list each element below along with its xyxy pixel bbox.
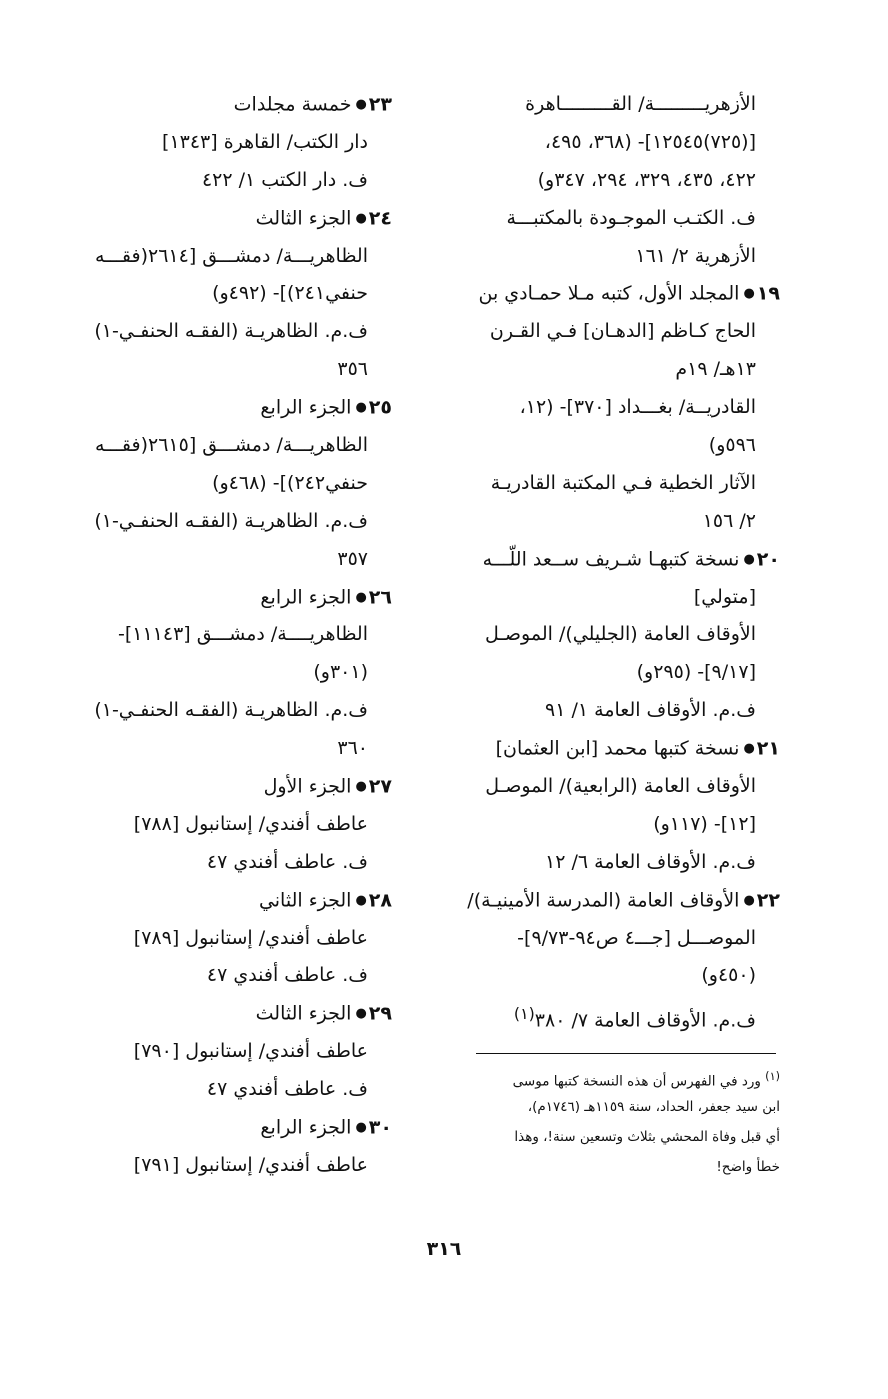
line-text: خمسة مجلدات	[233, 93, 352, 116]
entry-heading	[50, 579, 392, 617]
line-text: المجلد الأول، كتبه مـلا حمـادي بن	[478, 282, 740, 305]
bullet-icon: ●	[355, 210, 367, 226]
entry-line	[440, 238, 780, 276]
entry-line	[50, 503, 392, 541]
entry-line	[440, 503, 780, 541]
line-text: القادريــة/ بغـــداد [٣٧٠]- (١٢،	[519, 396, 756, 419]
entry-number: ٢٨	[368, 889, 392, 912]
line-text: عاطف أفندي/ إستانبول [٧٩٠]	[133, 1040, 368, 1063]
bullet-icon: ●	[355, 1006, 367, 1022]
entry-line	[50, 692, 392, 730]
entry-heading	[50, 995, 392, 1033]
entry-line	[440, 920, 780, 958]
left-column	[50, 86, 392, 1185]
bullet-icon: ●	[355, 1120, 367, 1136]
line-text: الأوقاف العامة (المدرسة الأمينيـة)/	[467, 889, 740, 912]
line-text: ف.م. الأوقاف العامة ٧/ ٣٨٠	[534, 1009, 756, 1032]
entry-line	[440, 313, 780, 351]
entry-line	[50, 654, 392, 692]
entry-line	[440, 616, 780, 654]
line-text: عاطف أفندي/ إستانبول [٧٨٩]	[133, 926, 368, 949]
entry-number: ٢٧	[368, 775, 392, 798]
entry-line	[50, 541, 392, 579]
entry-line	[50, 957, 392, 995]
line-text: الآثار الخطية فـي المكتبة القادريـة	[490, 471, 756, 494]
entry-line	[50, 124, 392, 162]
line-text: [(٧٢٥)١٢٥٤٥]- (٣٦٨، ٤٩٥،	[544, 130, 756, 153]
line-text: حنفي٢٤٢)]- (٤٦٨و)	[212, 471, 368, 494]
entry-line	[50, 1147, 392, 1185]
entry-heading	[50, 389, 392, 427]
line-text: ف.م. الظاهريـة (الفقـه الحنفـي-١)	[94, 699, 368, 722]
entry-line	[50, 162, 392, 200]
line-text: نسخة كتبهـا شـريف ســعد اللّـــه	[482, 548, 740, 571]
footnote-line: خطأ واضح!	[716, 1159, 780, 1175]
footnote-line: ابن سيد جعفر، الحداد، سنة ١١٥٩هـ (١٧٤٦م)،	[527, 1099, 780, 1115]
footnote-line: أي قبل وفاة المحشي بثلاث وتسعين سنة!، وهذا	[514, 1129, 780, 1145]
entry-line	[440, 768, 780, 806]
entry-heading	[50, 200, 392, 238]
entry-heading	[50, 882, 392, 920]
entry-line	[440, 200, 780, 238]
entry-heading	[440, 730, 780, 768]
bullet-icon: ●	[355, 400, 367, 416]
entry-number: ٢٠	[756, 548, 780, 571]
line-text: [٩/١٧]- (٢٩٥و)	[636, 661, 756, 684]
entry-line	[440, 806, 780, 844]
line-text: الجزء الرابع	[260, 586, 352, 609]
line-text: عاطف أفندي/ إستانبول [٧٨٨]	[133, 812, 368, 835]
footnote	[440, 1062, 780, 1182]
entry-line	[440, 86, 780, 124]
entry-line	[50, 730, 392, 768]
entry-line	[50, 313, 392, 351]
line-text: الأوقاف العامة (الجليلي)/ الموصـل	[484, 623, 756, 646]
entry-heading	[440, 275, 780, 313]
line-text: الجزء الثالث	[255, 207, 352, 230]
line-text: ٥٩٦و)	[708, 434, 756, 457]
line-text: عاطف أفندي/ إستانبول [٧٩١]	[133, 1153, 368, 1176]
line-text: الجزء الرابع	[260, 1116, 352, 1139]
entry-line	[50, 275, 392, 313]
footnote-divider	[476, 1053, 776, 1054]
entry-number: ٢٤	[368, 207, 392, 230]
line-text: ٢/ ١٥٦	[702, 509, 756, 532]
line-text: [متولي]	[693, 585, 756, 608]
line-text: الظاهريـــة/ دمشـــق [٢٦١٥(فقـــه	[95, 434, 368, 457]
line-text: ف. دار الكتب ١/ ٤٢٢	[201, 168, 368, 191]
line-text: ف.م. الأوقاف العامة ٦/ ١٢	[545, 850, 756, 873]
footnote-line: $^{(١)}$ ورد في الفهرس أن هذه النسخة كتبها موسى	[512, 1070, 780, 1090]
line-text: ٣٥٧	[337, 547, 368, 570]
line-text: (٣٠١و)	[313, 661, 368, 684]
entry-number: ٢٥	[368, 396, 392, 419]
entry-line	[50, 1033, 392, 1071]
entry-number: ٢١	[756, 737, 780, 760]
footnote-marker: (١)	[765, 1070, 780, 1083]
bullet-icon: ●	[355, 589, 367, 605]
line-text: ٣٦٠	[337, 737, 368, 760]
entry-number: ٢٢	[756, 889, 780, 912]
entry-line	[50, 806, 392, 844]
line-text: ف.م. الأوقاف العامة ١/ ٩١	[545, 699, 756, 722]
bullet-icon: ●	[355, 97, 367, 112]
line-text: ف.م. الظاهريـة (الفقـه الحنفـي-١)	[94, 509, 368, 532]
entry-line	[440, 389, 780, 427]
entry-line	[50, 238, 392, 276]
entry-line	[440, 351, 780, 389]
line-text: ١٣هـ/ ١٩م	[675, 358, 756, 381]
entry-heading	[50, 1109, 392, 1147]
line-text: الجزء الثاني	[258, 889, 352, 912]
line-text: الجزء الثالث	[255, 1002, 352, 1025]
entry-number: ٢٦	[368, 586, 392, 609]
entry-number: ٣٠	[368, 1116, 392, 1139]
line-text: نسخة كتبها محمد [ابن العثمان]	[495, 737, 740, 760]
bullet-icon: ●	[743, 286, 755, 302]
entry-line	[440, 427, 780, 465]
entry-line	[50, 351, 392, 389]
entry-line	[440, 162, 780, 200]
line-text: ٣٥٦	[337, 358, 368, 381]
bullet-icon: ●	[743, 892, 755, 908]
line-text: ف. الكتـب الموجـودة بالمكتبـــة	[506, 206, 756, 229]
bullet-icon: ●	[355, 779, 367, 795]
line-text: [١٢]- (١١٧و)	[653, 812, 756, 835]
line-text: الجزء الرابع	[260, 396, 352, 419]
footnote-reference: (١)	[513, 1004, 535, 1024]
entry-line	[50, 920, 392, 958]
entry-line	[50, 844, 392, 882]
entry-heading	[50, 86, 392, 124]
page-number: ٣١٦	[426, 1238, 462, 1260]
entry-number: ٢٣	[368, 93, 392, 116]
bullet-icon: ●	[743, 741, 755, 757]
entry-line	[440, 579, 780, 617]
entry-heading	[440, 541, 780, 579]
entry-line	[440, 465, 780, 503]
entry-line	[440, 957, 780, 995]
line-text: ف. عاطف أفندي ٤٧	[206, 964, 368, 987]
line-text: ف. عاطف أفندي ٤٧	[206, 1078, 368, 1101]
entry-line	[440, 844, 780, 882]
line-text: الأزهريـــــــــة/ القـــــــــاهرة	[525, 93, 756, 115]
entry-line	[440, 124, 780, 162]
entry-line	[50, 1071, 392, 1109]
line-text: الحاج كـاظم [الدهـان] فـي القـرن	[489, 320, 756, 343]
line-text: الجزء الأول	[263, 775, 352, 798]
line-text: الأزهرية ٢/ ١٦١	[635, 244, 756, 267]
line-text: الموصـــل [جـــ٤ ص٩٤-٩/٧٣]-	[517, 926, 756, 949]
right-column	[440, 86, 780, 1033]
entry-heading	[440, 882, 780, 920]
entry-number: ٢٩	[368, 1002, 392, 1025]
entry-line	[50, 616, 392, 654]
line-text: دار الكتب/ القاهرة [١٣٤٣]	[162, 130, 368, 153]
entry-heading	[50, 768, 392, 806]
entry-line	[440, 692, 780, 730]
entry-line	[440, 654, 780, 692]
line-text: ف. عاطف أفندي ٤٧	[206, 850, 368, 873]
entry-number: ١٩	[756, 282, 780, 305]
entry-line	[50, 427, 392, 465]
line-text: الأوقاف العامة (الرابعية)/ الموصـل	[485, 775, 756, 798]
line-text: ٤٢٢، ٤٣٥، ٣٢٩، ٢٩٤، ٣٤٧و)	[537, 168, 756, 191]
line-text: حنفي٢٤١)]- (٤٩٢و)	[212, 282, 368, 305]
line-text: ف.م. الظاهريـة (الفقـه الحنفـي-١)	[94, 320, 368, 343]
entry-line	[50, 465, 392, 503]
bullet-icon: ●	[355, 892, 367, 908]
line-text: الظاهريـــة/ دمشـــق [٢٦١٤(فقـــه	[95, 244, 368, 267]
entry-line	[440, 995, 780, 1033]
line-text: الظاهريــــة/ دمشـــق [١١١٤٣]-	[117, 623, 368, 646]
bullet-icon: ●	[743, 551, 755, 567]
line-text: (٤٥٠و)	[701, 964, 756, 987]
